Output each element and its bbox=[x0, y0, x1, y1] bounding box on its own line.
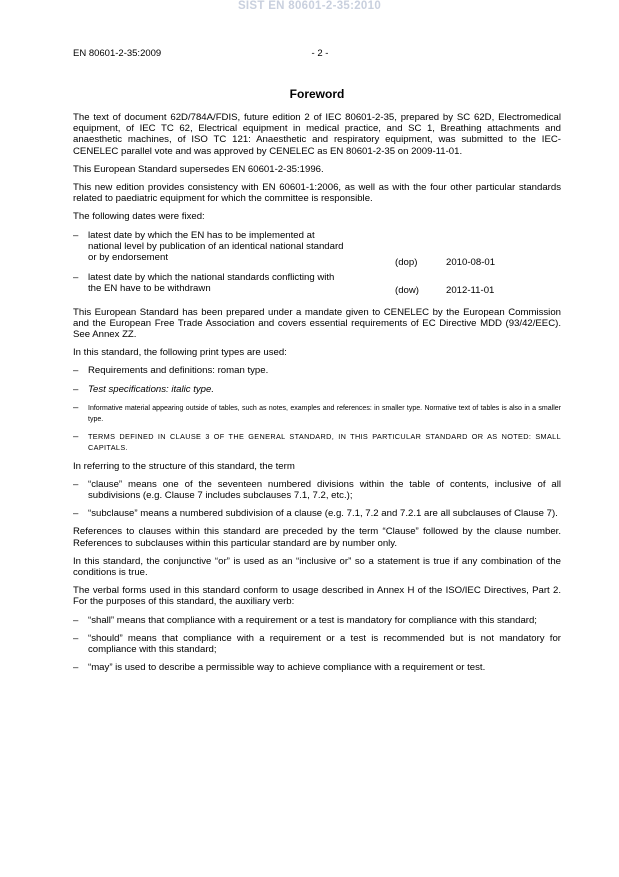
list-text: “shall” means that compliance with a requirement or a test is mandatory for compliance with this standard; bbox=[88, 614, 537, 626]
list-dash: – bbox=[73, 508, 79, 520]
dates-list bbox=[73, 230, 561, 300]
list-dash: – bbox=[73, 383, 79, 395]
list-text: TERMS DEFINED IN CLAUSE 3 OF THE GENERAL STANDARD, IN THIS PARTICULAR STANDARD OR AS NOTED: SMALL CAPITALS. bbox=[88, 432, 561, 453]
print-type-item bbox=[73, 365, 561, 376]
paragraph: The verbal forms used in this standard conform to usage described in Annex H of the ISO/IEC Directives, Part 2. For the purposes of this standard, the auxiliary verb: bbox=[73, 585, 561, 608]
print-type-item bbox=[73, 431, 561, 453]
date-value: 2012-11-01 bbox=[446, 285, 495, 297]
date-item bbox=[73, 272, 561, 300]
verb-item bbox=[73, 662, 561, 673]
print-type-item bbox=[73, 384, 561, 395]
print-type-item bbox=[73, 402, 561, 424]
date-description: latest date by which the national standards conflicting with the EN have to be withdrawn bbox=[88, 271, 335, 294]
verb-item bbox=[73, 633, 561, 655]
paragraph: This European Standard supersedes EN 60601-2-35:1996. bbox=[73, 163, 324, 175]
list-dash: – bbox=[73, 478, 79, 490]
paragraph: The following dates were fixed: bbox=[73, 211, 205, 223]
term-item bbox=[73, 508, 561, 519]
document-id: EN 80601-2-35:2009 bbox=[73, 48, 162, 59]
list-text: “should” means that compliance with a requirement or a test is recommended but is not mandatory for compliance with this standard; bbox=[88, 632, 561, 656]
list-dash: – bbox=[73, 614, 79, 626]
date-item bbox=[73, 230, 561, 272]
paragraph: In referring to the structure of this standard, the term bbox=[73, 460, 295, 472]
verb-item bbox=[73, 615, 561, 626]
list-dash: – bbox=[73, 431, 79, 443]
paragraph: The text of document 62D/784A/FDIS, future edition 2 of IEC 80601-2-35, prepared by SC 62D, Electromedical equipment, of IEC TC 62, Electrical equipment in medical practice, and SC 1, Breathing attachments and anaesthetic machines, of ISO TC 121: Anaesthetic and respiratory equipment, was submitted to the IEC-CENELEC parallel vote and was approved by CENELEC as EN 80601-2-35 on 2009-11-01. bbox=[73, 112, 561, 157]
paragraph: In this standard, the following print types are used: bbox=[73, 347, 287, 359]
list-dash: – bbox=[73, 662, 79, 674]
date-code: (dop) bbox=[395, 257, 418, 269]
page-title: Foreword bbox=[289, 87, 345, 101]
paragraph: In this standard, the conjunctive “or” is used as an “inclusive or” so a statement is true if any combination of the conditions is true. bbox=[73, 555, 561, 579]
watermark: SIST EN 80601-2-35:2010 bbox=[237, 0, 382, 12]
list-dash: – bbox=[73, 401, 79, 413]
list-text: Requirements and definitions: roman type. bbox=[88, 365, 269, 377]
list-text: “may” is used to describe a permissible way to achieve compliance with a requirement or test. bbox=[88, 662, 486, 674]
list-text: Informative material appearing outside of tables, such as notes, examples and references: in smaller type. Normative text of tables is also in a smaller type. bbox=[88, 404, 561, 424]
list-text: “subclause” means a numbered subdivision of a clause (e.g. 7.1, 7.2 and 7.2.1 are all subclauses of Clause 7). bbox=[88, 508, 558, 520]
paragraph: References to clauses within this standard are preceded by the term “Clause” followed by the clause number. References to subclauses within this particular standard are by number only. bbox=[73, 526, 561, 549]
paragraph: This new edition provides consistency with EN 60601-1:2006, as well as with the four other particular standards related to paediatric equipment for which the committee is responsible. bbox=[73, 182, 561, 205]
date-description: latest date by which the EN has to be implemented at national level by publication of an identical national standard or by endorsement bbox=[88, 229, 344, 264]
term-item bbox=[73, 479, 561, 501]
list-text: “clause” means one of the seventeen numbered divisions within the table of contents, inclusive of all subdivisions (e.g. Clause 7 includes subclauses 7.1, 7.2, etc.); bbox=[88, 478, 561, 502]
list-text: Test specifications: italic type. bbox=[88, 383, 215, 395]
date-code: (dow) bbox=[395, 285, 419, 297]
list-dash: – bbox=[73, 271, 79, 283]
date-value: 2010-08-01 bbox=[446, 257, 496, 269]
list-dash: – bbox=[73, 365, 79, 377]
document-body bbox=[73, 112, 561, 681]
page-number: - 2 - bbox=[311, 48, 329, 59]
paragraph: This European Standard has been prepared under a mandate given to CENELEC by the European Commission and the European Free Trade Association and covers essential requirements of EC Directive MDD (93/42/EEC). See Annex ZZ. bbox=[73, 306, 561, 341]
list-dash: – bbox=[73, 229, 79, 241]
list-dash: – bbox=[73, 632, 79, 644]
